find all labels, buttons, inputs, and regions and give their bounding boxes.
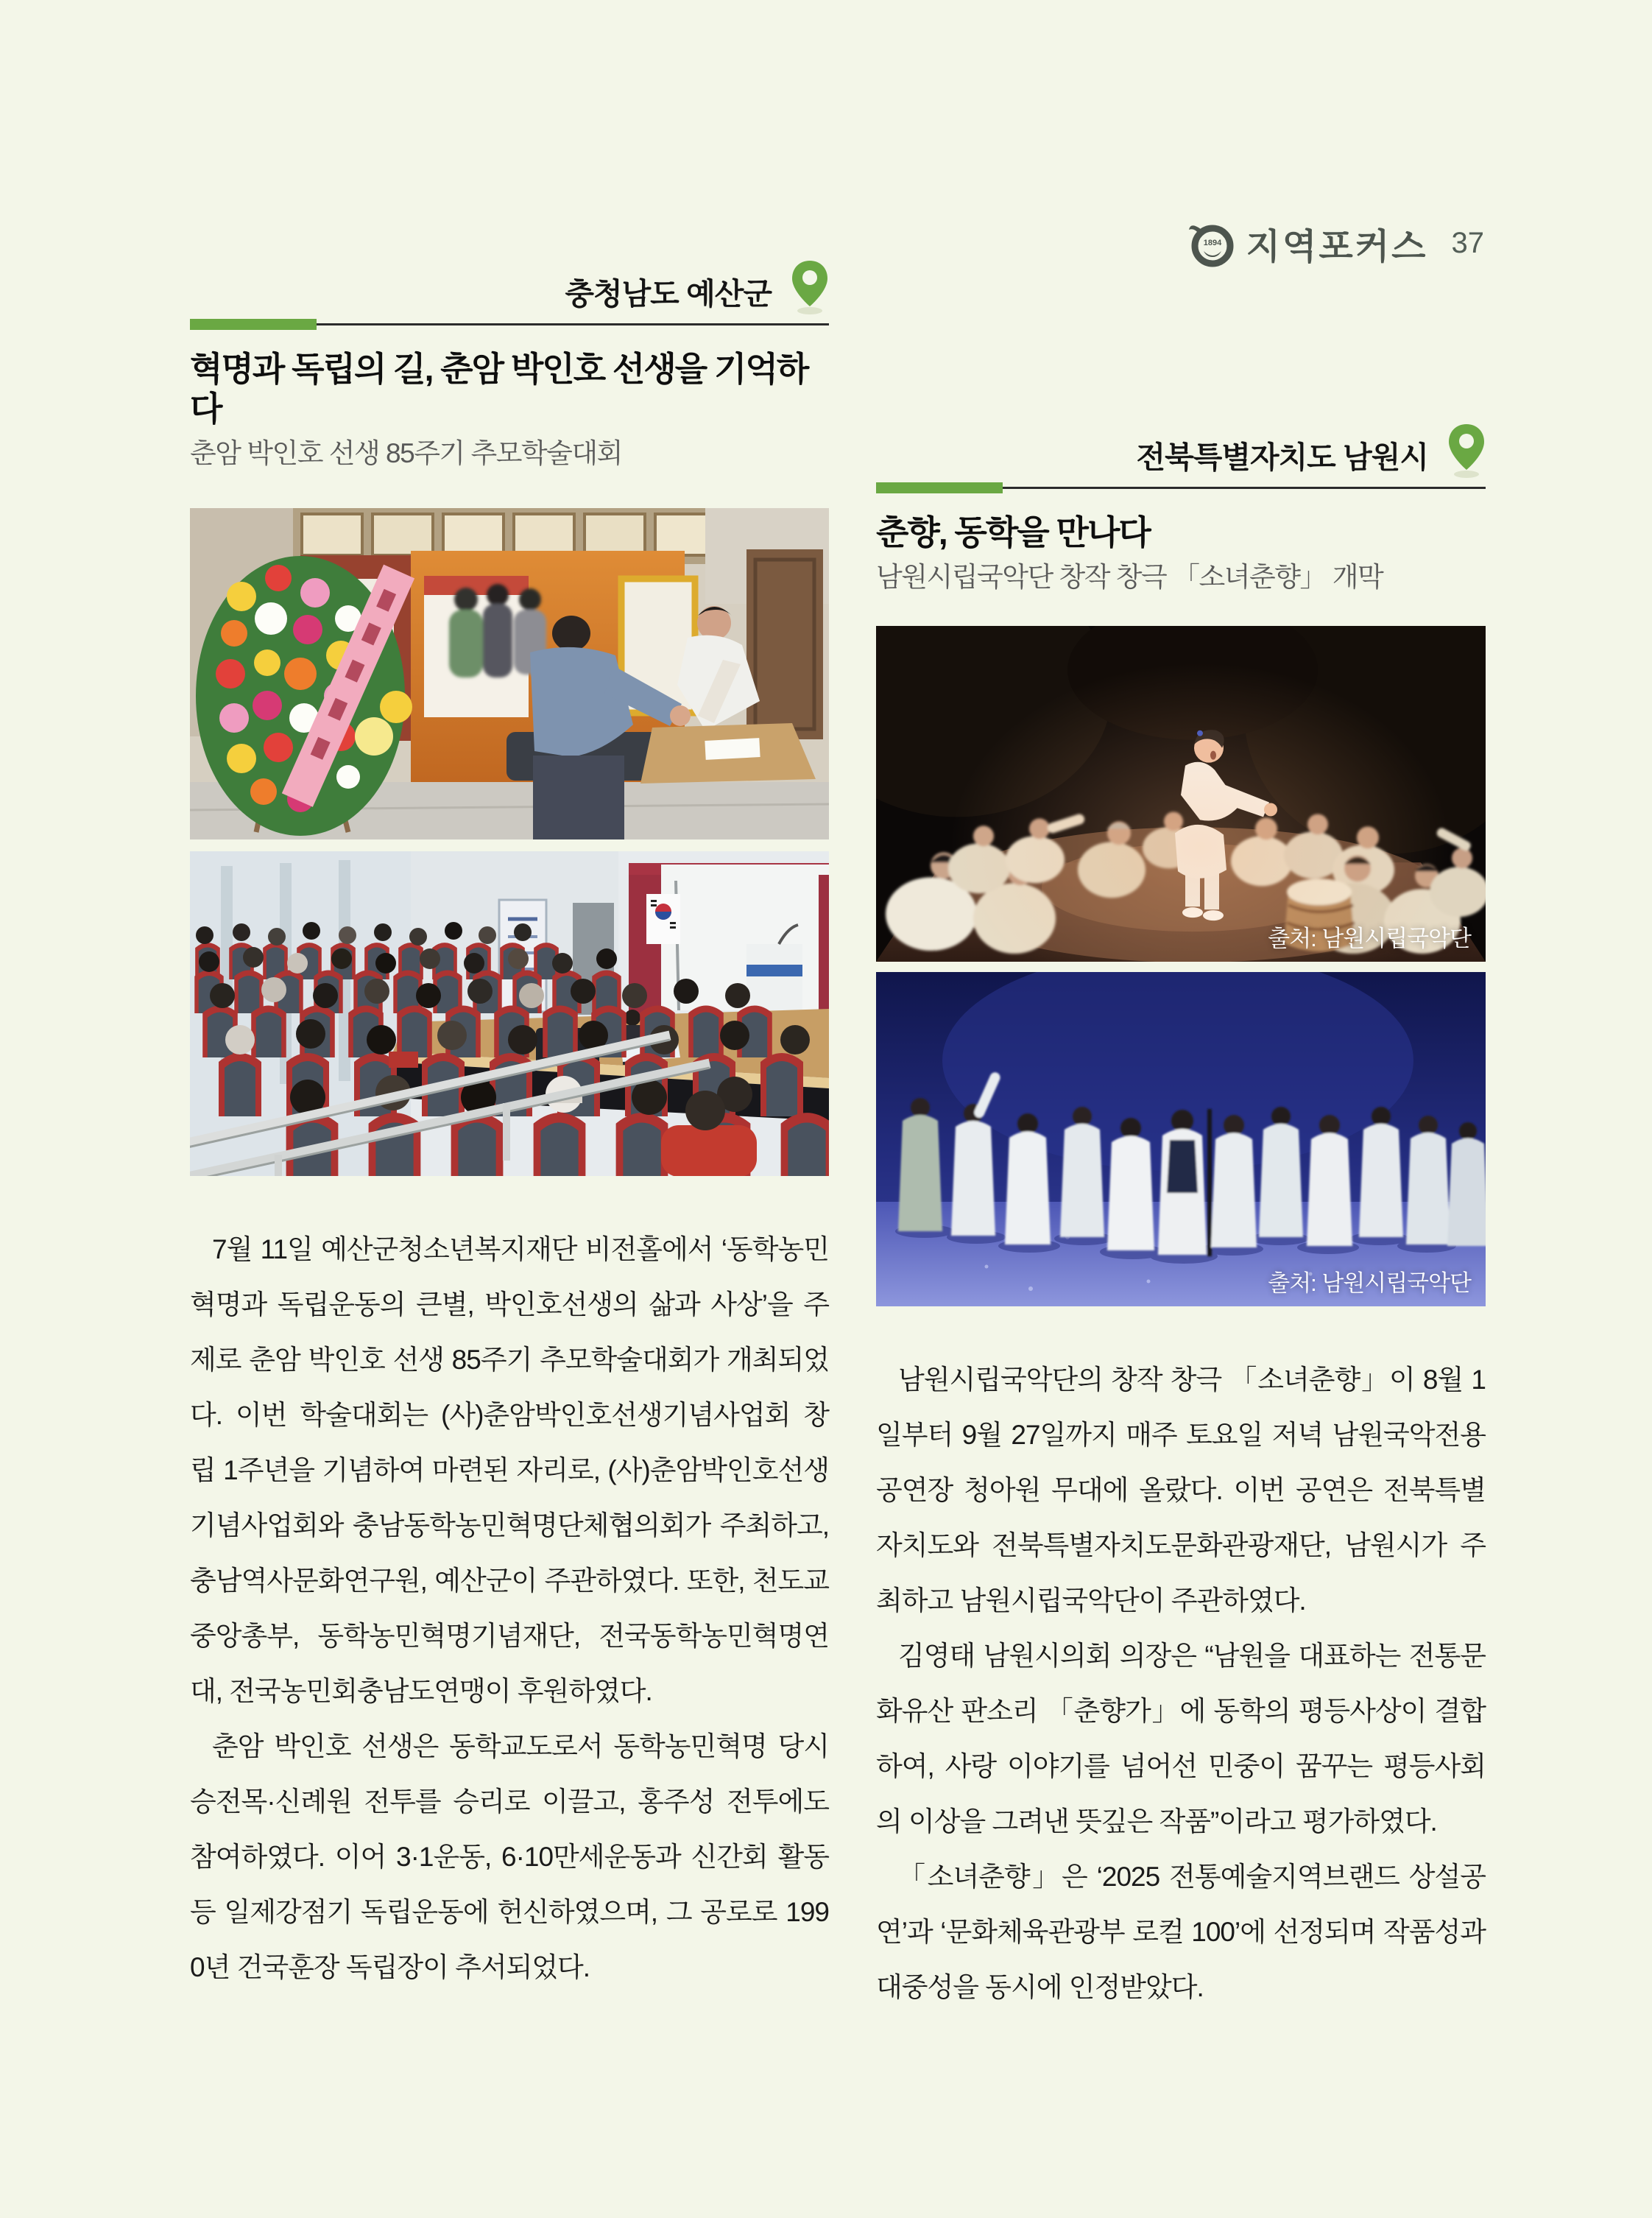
- article-subtitle: 남원시립국악단 창작 창극 「소녀춘향」 개막: [876, 562, 1383, 592]
- article-title: 혁명과 독립의 길, 춘암 박인호 선생을 기억하다: [190, 350, 808, 428]
- article-subtitle: 춘암 박인호 선생 85주기 추모학술대회: [190, 438, 622, 468]
- photo-credit: 출처: 남원시립국악단: [1268, 1270, 1471, 1296]
- article-title: 춘향, 동학을 만나다: [876, 513, 1150, 552]
- paragraph: 「소녀춘향」은 ‘2025 전통예술지역브랜드 상설공연’과 ‘문화체육관광부 로컬 100’에 선정되며 작품성과 대중성을 동시에 인정받았다.: [876, 1862, 1486, 2002]
- region-row: [190, 259, 829, 317]
- paragraph: 김영태 남원시의회 의장은 “남원을 대표하는 전통문화유산 판소리 「춘향가」에 동학의 평등사상이 결합하여, 사랑 이야기를 넘어선 민중이 꿈꾸는 평등사회의 이상을 그려낸 뜻깊은 작품”이라고 평가하였다.: [876, 1641, 1486, 1837]
- donghak-1894-logo-icon: [1187, 220, 1235, 267]
- location-pin-icon: [791, 259, 829, 315]
- section-divider: [190, 318, 829, 331]
- paragraph: 7월 11일 예산군청소년복지재단 비전홀에서 ‘동학농민혁명과 독립운동의 큰별, 박인호선생의 삶과 사상’을 주제로 춘암 박인호 선생 85주기 추모학술대회가 개최되었다. 이번 학술대회는 (사)춘암박인호선생기념사업회 창립 1주년을 기념하여 마련된 자리로, (사)춘암박인호선생기념사업회와 충남동학농민혁명단체협의회가 주최하고, 충남역사문화연구원, 예산군이 주관하였다. 또한, 천도교 중앙총부, 동학농민혁명기념재단, 전국동학농민혁명연대, 전국농민회충남도연맹이 후원하였다.: [190, 1234, 829, 1706]
- paragraph: 남원시립국악단의 창작 창극 「소녀춘향」이 8월 1일부터 9월 27일까지 매주 토요일 저녁 남원국악전용공연장 청아원 무대에 올랐다. 이번 공연은 전북특별자치도와 전북특별자치도문화관광재단, 남원시가 주최하고 남원시립국악단이 주관하였다.: [876, 1365, 1486, 1616]
- section-divider: [876, 482, 1486, 495]
- region-row: [876, 423, 1486, 480]
- photo-stage-blue-ensemble: [876, 972, 1486, 1306]
- page-number: 37: [1451, 227, 1484, 259]
- article-yesan: [190, 259, 829, 1995]
- region-label: 충청남도 예산군: [565, 277, 772, 311]
- paragraph: 춘암 박인호 선생은 동학교도로서 동학농민혁명 당시 승전목·신례원 전투를 승리로 이끌고, 홍주성 전투에도 참여하였다. 이어 3·1운동, 6·10만세운동과 신간회 활동 등 일제강점기 독립운동에 헌신하였으며, 그 공로로 1990년 건국훈장 독립장이 추서되었다.: [190, 1731, 829, 1982]
- article-namwon: [876, 423, 1486, 2015]
- region-label: 전북특별자치도 남원시: [1136, 440, 1428, 474]
- section-brand-title: 지역포커스: [1246, 228, 1428, 267]
- page-header: [1187, 218, 1484, 269]
- divider-accent: [876, 482, 1003, 493]
- article-body: [190, 1222, 829, 1995]
- photo-stage-dark-scene: [876, 626, 1486, 962]
- divider-accent: [190, 319, 317, 330]
- location-pin-icon: [1447, 423, 1486, 479]
- logo-year-text: 1894: [1203, 238, 1221, 247]
- photo-memorial-auditorium: [190, 851, 829, 1176]
- photo-memorial-event-lobby: [190, 508, 829, 839]
- article-body: [876, 1352, 1486, 2015]
- photo-credit: 출처: 남원시립국악단: [1268, 926, 1471, 951]
